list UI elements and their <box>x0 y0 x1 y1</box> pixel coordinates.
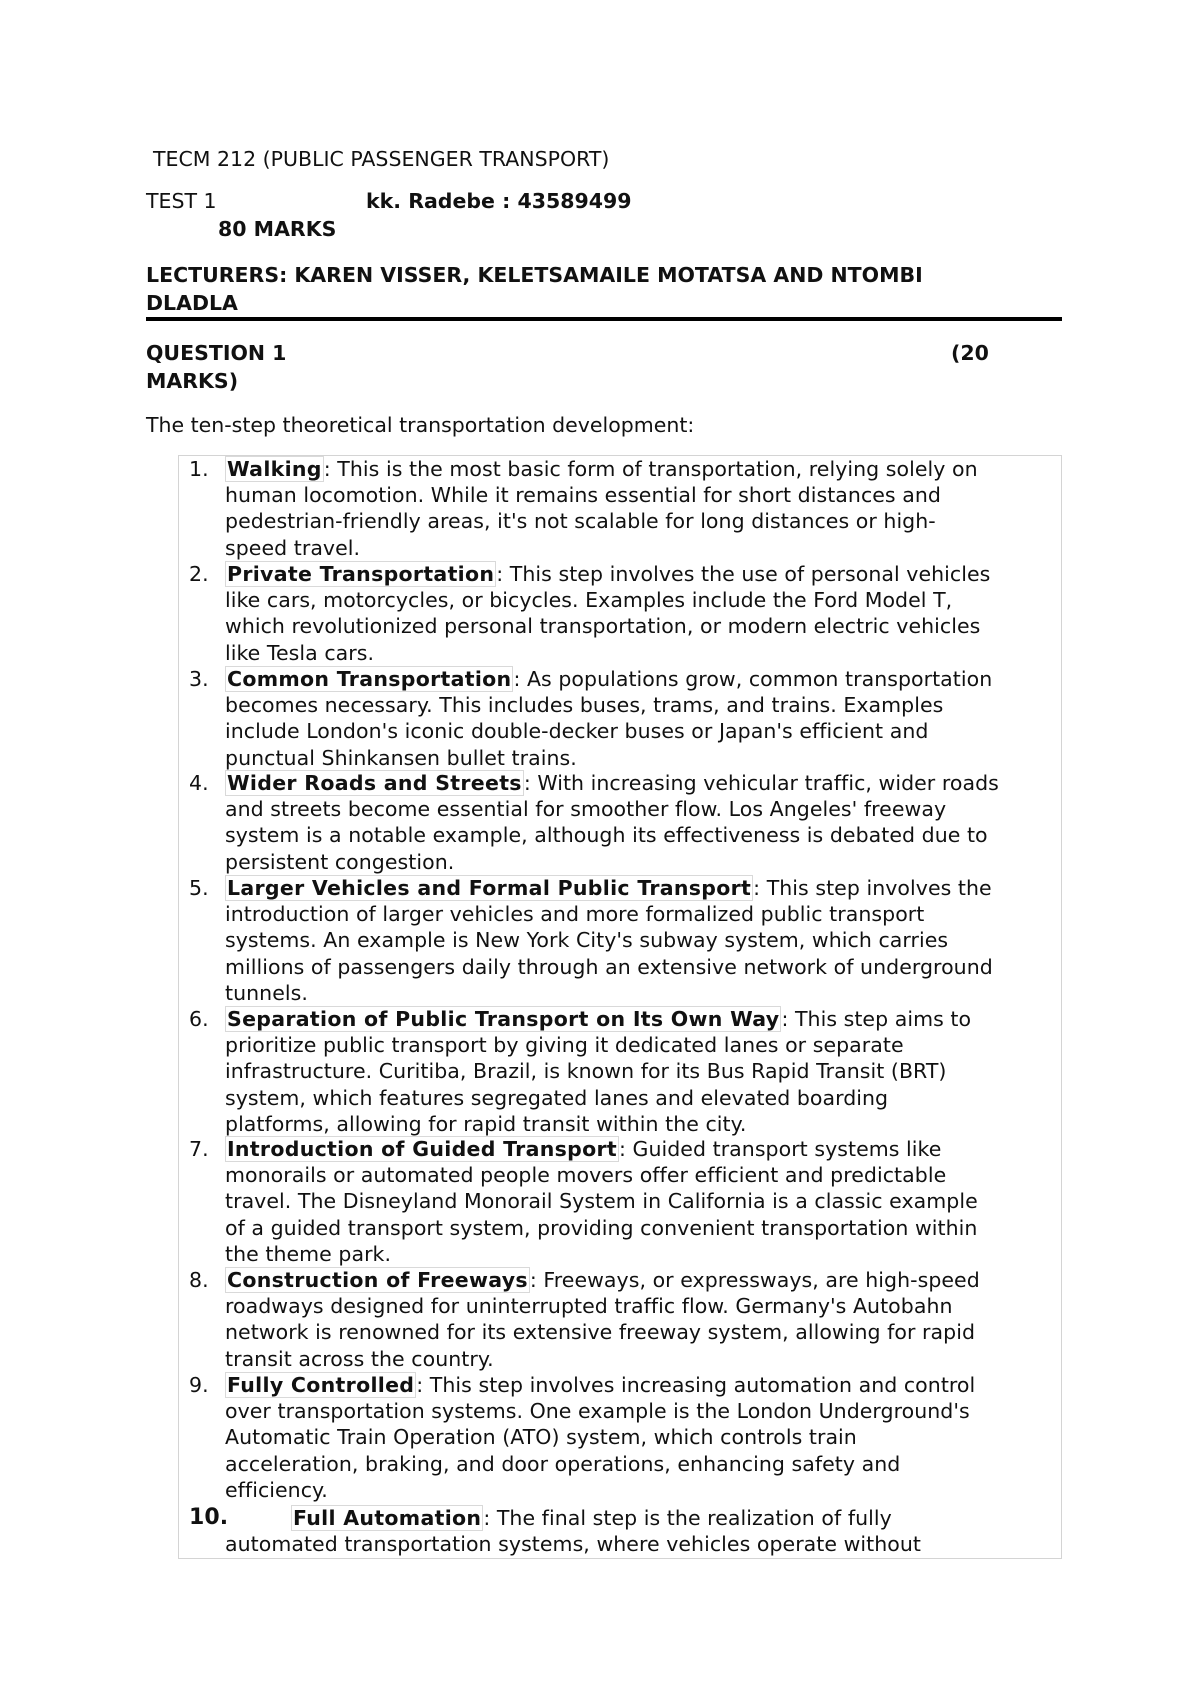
item-number: 9. <box>189 1373 209 1397</box>
item-text: include London's iconic double-decker buses or Japan's efficient and <box>225 719 929 744</box>
item-text: prioritize public transport by giving it dedicated lanes or separate <box>225 1033 904 1058</box>
item-text: travel. The Disneyland Monorail System in California is a classic example <box>225 1189 978 1214</box>
item-text: : This step aims to <box>781 1007 972 1031</box>
item-text: of a guided transport system, providing convenient transportation within <box>225 1215 978 1240</box>
item-text: infrastructure. Curitiba, Brazil, is known for its Bus Rapid Transit (BRT) <box>225 1059 947 1084</box>
item-text: transit across the country. <box>225 1346 494 1371</box>
total-marks: 80 MARKS <box>218 217 337 241</box>
item-text: automated transportation systems, where vehicles operate without <box>225 1532 922 1557</box>
item-text: introduction of larger vehicles and more formalized public transport <box>225 902 925 927</box>
item-number: 4. <box>189 771 209 795</box>
item-body <box>225 1006 1061 1137</box>
item-text: : As populations grow, common transportation <box>513 667 993 691</box>
item-text: punctual Shinkansen bullet trains. <box>225 745 577 770</box>
numbered-list <box>178 455 1062 1559</box>
item-text: Automatic Train Operation (ATO) system, which controls train <box>225 1425 857 1450</box>
item-text: efficiency. <box>225 1477 328 1502</box>
item-text: : This step involves the <box>753 876 992 900</box>
item-term: Common Transportation <box>227 667 512 691</box>
item-text: human locomotion. While it remains essential for short distances and <box>225 483 941 508</box>
item-body <box>225 1267 1061 1372</box>
item-text: pedestrian-friendly areas, it's not scalable for long distances or high- <box>225 509 936 534</box>
item-text: over transportation systems. One example is the London Underground's <box>225 1399 970 1424</box>
item-text: systems. An example is New York City's subway system, which carries <box>225 928 949 953</box>
item-number: 3. <box>189 667 209 691</box>
lecturers-line-2: DLADLA <box>146 291 238 315</box>
item-text: : Guided transport systems like <box>619 1137 942 1161</box>
item-text: the theme park. <box>225 1241 392 1266</box>
item-text: : This step involves the use of personal vehicles <box>496 562 991 586</box>
item-body <box>225 666 1061 771</box>
student-info: kk. Radebe : 43589499 <box>366 189 632 213</box>
item-text: tunnels. <box>225 980 308 1005</box>
item-number: 2. <box>189 562 209 586</box>
item-term: Construction of Freeways <box>227 1268 528 1292</box>
item-number: 10. <box>189 1505 229 1530</box>
item-body <box>225 875 1061 1006</box>
item-term: Fully Controlled <box>227 1373 415 1397</box>
item-text: : This is the most basic form of transportation, relying solely on <box>323 457 978 481</box>
question-intro: The ten-step theoretical transportation development: <box>146 413 695 437</box>
item-text: which revolutionized personal transportation, or modern electric vehicles <box>225 614 981 639</box>
item-text: acceleration, braking, and door operations, enhancing safety and <box>225 1451 901 1476</box>
item-body <box>225 561 1061 666</box>
item-text: : With increasing vehicular traffic, wider roads <box>523 771 999 795</box>
item-number: 1. <box>189 457 209 481</box>
item-body <box>225 1372 1061 1503</box>
item-term: Larger Vehicles and Formal Public Transport <box>227 876 752 900</box>
item-body <box>225 1505 1061 1557</box>
item-text: monorails or automated people movers offer efficient and predictable <box>225 1163 947 1188</box>
question-title: QUESTION 1 <box>146 341 287 365</box>
item-number: 5. <box>189 876 209 900</box>
item-term: Private Transportation <box>227 562 495 586</box>
item-term: Introduction of Guided Transport <box>227 1137 617 1161</box>
item-text: roadways designed for uninterrupted traffic flow. Germany's Autobahn <box>225 1294 953 1319</box>
item-text: like cars, motorcycles, or bicycles. Examples include the Ford Model T, <box>225 588 953 613</box>
item-number: 6. <box>189 1007 209 1031</box>
item-text: : This step involves increasing automation and control <box>416 1373 976 1397</box>
item-term: Separation of Public Transport on Its Own Way <box>227 1007 780 1031</box>
item-body <box>225 1136 1061 1267</box>
item-text: and streets become essential for smoother flow. Los Angeles' freeway <box>225 797 947 822</box>
item-text: system is a notable example, although its effectiveness is debated due to <box>225 823 988 848</box>
item-text: network is renowned for its extensive freeway system, allowing for rapid <box>225 1320 976 1345</box>
item-text: system, which features segregated lanes and elevated boarding <box>225 1085 889 1110</box>
item-text: platforms, allowing for rapid transit within the city. <box>225 1111 747 1136</box>
item-text: persistent congestion. <box>225 849 455 874</box>
item-text: becomes necessary. This includes buses, trams, and trains. Examples <box>225 693 944 718</box>
item-term: Full Automation <box>293 1506 482 1530</box>
item-body <box>225 770 1061 875</box>
question-marks-close: MARKS) <box>146 369 239 393</box>
item-text: speed travel. <box>225 535 361 560</box>
lecturers-line-1: LECTURERS: KAREN VISSER, KELETSAMAILE MOTATSA AND NTOMBI <box>146 263 923 287</box>
test-label: TEST 1 <box>146 189 217 213</box>
section-divider <box>146 317 1062 321</box>
item-text: like Tesla cars. <box>225 640 375 665</box>
course-title: TECM 212 (PUBLIC PASSENGER TRANSPORT) <box>153 147 610 171</box>
item-text: millions of passengers daily through an extensive network of underground <box>225 954 993 979</box>
item-text: : The final step is the realization of fully <box>483 1506 892 1530</box>
item-term: Walking <box>227 457 322 481</box>
item-term: Wider Roads and Streets <box>227 771 522 795</box>
question-marks-open: (20 <box>951 341 989 365</box>
item-number: 7. <box>189 1137 209 1161</box>
item-text: : Freeways, or expressways, are high-speed <box>529 1268 980 1292</box>
item-body <box>225 456 1061 561</box>
item-number: 8. <box>189 1268 209 1292</box>
